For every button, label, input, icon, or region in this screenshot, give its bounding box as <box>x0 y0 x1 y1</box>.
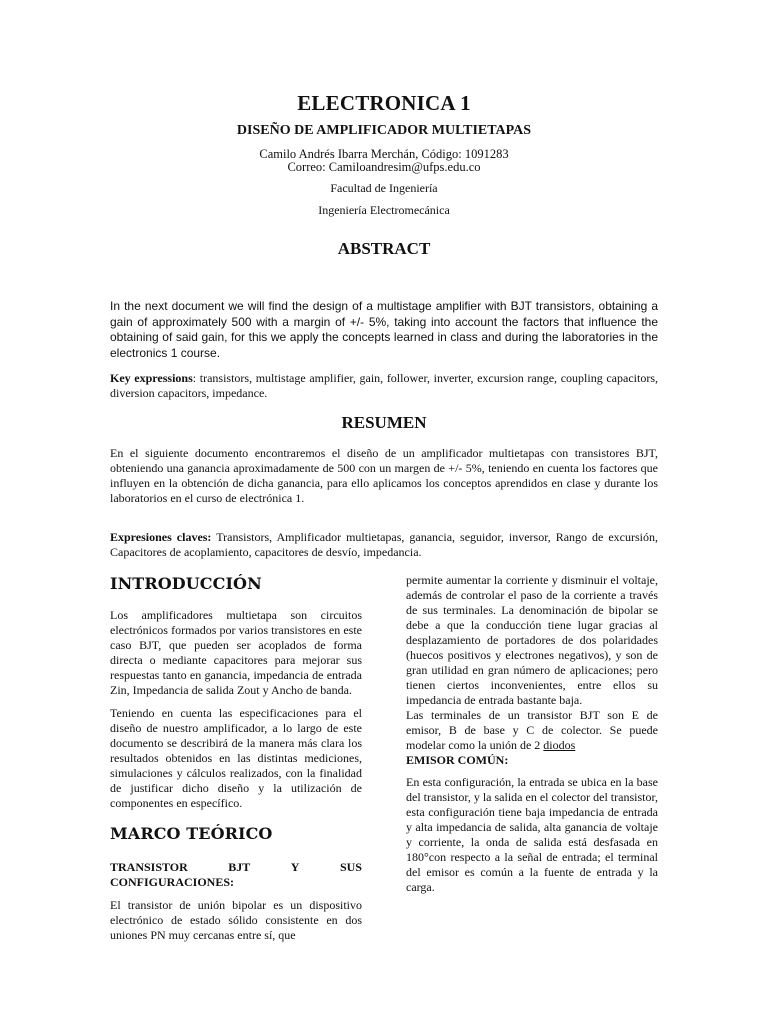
transistor-subheading-line-2: CONFIGURACIONES: <box>110 875 235 889</box>
faculty-line: Facultad de Ingeniería <box>330 181 438 195</box>
expresiones-paragraph <box>110 530 658 560</box>
email-line: Correo: Camiloandresim@ufps.edu.co <box>287 160 481 174</box>
marco-teorico-heading: MARCO TEÓRICO <box>110 824 273 843</box>
terminals-text: Las terminales de un transistor BJT son E de emisor, B de base y C de colector. Se puede modelar como la unión de 2 <box>406 708 658 752</box>
subheading-word-3: Y <box>290 860 300 874</box>
emisor-comun-paragraph: En esta configuración, la entrada se ubica en la base del transistor, y la salida en el colector del transistor, esta configuración tiene baja impedancia de entrada y alta impedancia de salida, alta ganancia de voltaje y corriente, la onda de salida está desfasada en 180°con respecto a la señal de entrada; el terminal del emisor es común a la fuente de entrada y la carga. <box>406 775 658 894</box>
marco-paragraph-1: El transistor de unión bipolar es un dispositivo electrónico de estado sólido consistente en dos uniones PN muy cercanas entre sí, que <box>110 898 362 942</box>
document-subtitle: DISEÑO DE AMPLIFICADOR MULTIETAPAS <box>236 123 532 138</box>
left-column <box>110 573 362 943</box>
terminals-paragraph <box>406 708 658 753</box>
transistor-description: permite aumentar la corriente y disminuir el voltaje, además de controlar el paso de la corriente a través de sus terminales. La denominación de bipolar se debe a que la conducción tiene lugar gracias al desplazamiento de portadores de dos polaridades (huecos positivos y electrones negativos), y son de gran utilidad en gran número de aplicaciones; pero tienen ciertos inconvenientes, entre ellos su impedancia de entrada bastante baja. <box>406 573 658 707</box>
emisor-comun-heading: EMISOR COMÚN: <box>406 753 509 767</box>
subheading-word-2: BJT <box>228 860 251 874</box>
right-column <box>406 573 658 895</box>
introduccion-paragraph-2: Teniendo en cuenta las especificaciones para el diseño de nuestro amplificador, a lo largo de este documento se describirá de la manera más clara los resultados obtenidos en las distintas mediciones, simulaciones y cálculos realizados, con la finalidad de justificar dicho diseño y la utilización de componentes en específico. <box>110 706 362 810</box>
author-block <box>0 148 768 174</box>
transistor-subheading <box>110 860 362 875</box>
resumen-body: En el siguiente documento encontraremos el diseño de un amplificador multietapas con transistores BJT, obteniendo una ganancia aproximadamente de 500 con un margen de +/- 5%, teniendo en cuenta los factores que influyen en la obtención de dicha ganancia, para ello aplicamos los conceptos aprendidos en clase y durante los laboratorios en el curso de electrónica 1. <box>110 446 658 505</box>
abstract-body: In the next document we will find the design of a multistage amplifier with BJT transistors, obtaining a gain of approximately 500 with a margin of +/- 5%, taking into account the factors that influence the obtaining of said gain, for this we apply the concepts learned in class and during the laboratories in the electronics 1 course. <box>110 299 658 360</box>
diodos-link[interactable]: diodos <box>543 738 576 752</box>
abstract-heading: ABSTRACT <box>337 239 431 258</box>
keywords-paragraph <box>110 371 658 401</box>
expresiones-text: Transistors, Amplificador multietapas, ganancia, seguidor, inversor, Rango de excursión, Capacitores de acoplamiento, capacitores de desvío, impedancia. <box>110 530 658 559</box>
subheading-word-4: SUS <box>339 860 362 874</box>
introduccion-paragraph-1: Los amplificadores multietapa son circuitos electrónicos formados por varios transistores en este caso BJT, que pueden ser acoplados de forma directa o mediante capacitores para mejorar sus respuestas tanto en ganancia, impedancia de entrada Zin, Impedancia de salida Zout y Ancho de banda. <box>110 608 362 697</box>
program-line: Ingeniería Electromecánica <box>318 203 450 217</box>
expresiones-label: Expresiones claves: <box>110 530 212 544</box>
subheading-word-1: TRANSISTOR <box>110 860 188 874</box>
introduccion-heading: INTRODUCCIÓN <box>110 574 262 593</box>
author-line: Camilo Andrés Ibarra Merchán, Código: 1091283 <box>259 147 509 161</box>
resumen-heading: RESUMEN <box>341 413 427 432</box>
keywords-text: : transistors, multistage amplifier, gain, follower, inverter, excursion range, coupling capacitors, diversion capacitors, impedance. <box>110 371 658 400</box>
document-title: ELECTRONICA 1 <box>297 91 471 115</box>
keywords-label: Key expressions <box>110 371 193 385</box>
